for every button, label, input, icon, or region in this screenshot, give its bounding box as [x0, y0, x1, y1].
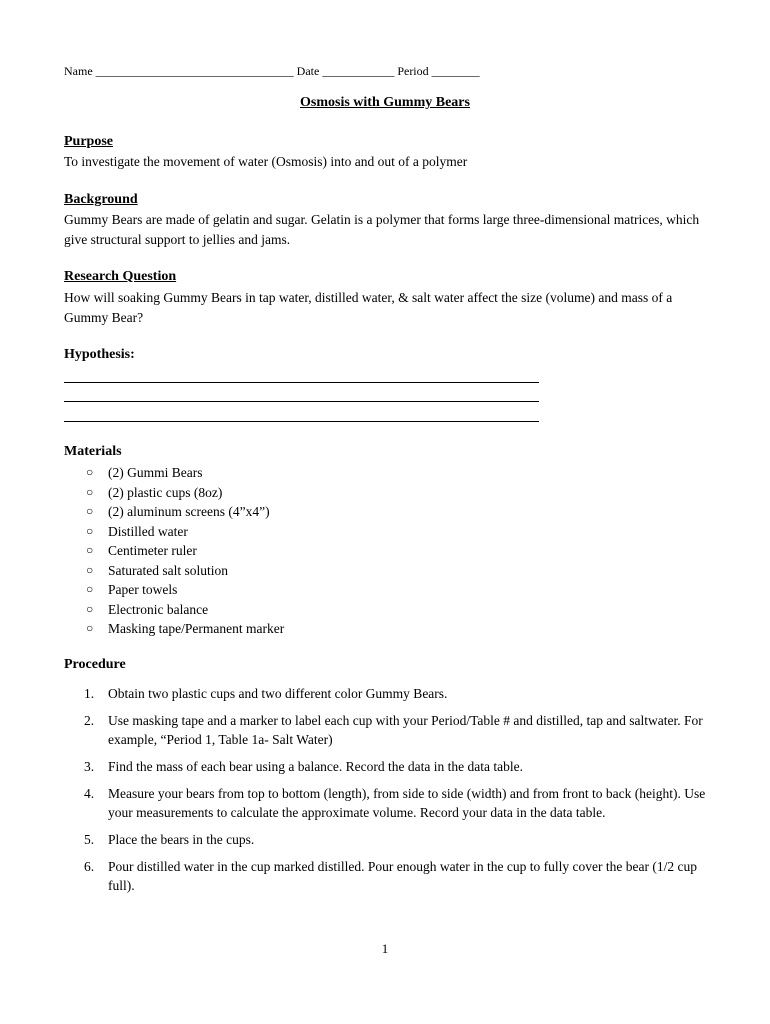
- date-blank: ____________: [322, 64, 395, 78]
- material-label: Paper towels: [108, 582, 178, 597]
- bullet-icon: ○: [86, 601, 94, 616]
- procedure-step: [64, 684, 714, 703]
- material-label: (2) aluminum screens (4”x4”): [108, 504, 270, 519]
- bullet-icon: ○: [86, 523, 94, 538]
- material-label: Centimeter ruler: [108, 543, 197, 558]
- procedure-step: [64, 857, 714, 895]
- background-heading: Background: [64, 192, 138, 207]
- page-number: 1: [381, 941, 389, 956]
- step-number: 6.: [84, 859, 95, 874]
- student-info-line: [64, 64, 480, 79]
- hypothesis-line: [64, 382, 539, 383]
- step-number: 3.: [84, 759, 95, 774]
- step-text: Pour distilled water in the cup marked distilled. Pour enough water in the cup to fully cover the bear (1/2 cup full).: [108, 859, 697, 893]
- period-label: Period: [397, 64, 429, 78]
- date-label: Date: [296, 64, 320, 78]
- background-text: Gummy Bears are made of gelatin and sugar. Gelatin is a polymer that forms large three-dimensional matrices, which give structural support to jellies and jams.: [64, 212, 700, 247]
- material-label: Electronic balance: [108, 601, 209, 617]
- name-label: Name: [64, 64, 93, 78]
- step-number: 4.: [84, 786, 95, 801]
- materials-heading: Materials: [64, 444, 122, 459]
- list-item: [64, 522, 284, 542]
- procedure-step: [64, 784, 714, 822]
- list-item: [64, 580, 284, 600]
- list-item: [64, 600, 284, 620]
- materials-list: [64, 463, 284, 639]
- bullet-icon: ○: [86, 621, 94, 635]
- list-item: [64, 541, 284, 561]
- step-number: 2.: [84, 713, 95, 728]
- material-label: Masking tape/Permanent marker: [108, 621, 285, 636]
- document-title: Osmosis with Gummy Bears: [300, 95, 470, 110]
- hypothesis-line: [64, 421, 539, 422]
- procedure-list: [64, 684, 714, 903]
- bullet-icon: ○: [86, 562, 94, 577]
- list-item: [64, 502, 284, 522]
- period-blank: ________: [431, 64, 480, 78]
- bullet-icon: ○: [86, 484, 94, 499]
- hypothesis-heading: Hypothesis:: [64, 347, 135, 362]
- research-question-heading: Research Question: [64, 269, 177, 284]
- step-text: Use masking tape and a marker to label each cup with your Period/Table # and distilled, tap and saltwater. For example, “Period 1, Table 1a- Salt Water): [108, 713, 703, 747]
- procedure-step: [64, 711, 714, 749]
- hypothesis-line: [64, 401, 539, 402]
- list-item: [64, 463, 284, 483]
- procedure-heading: Procedure: [64, 657, 126, 672]
- list-item: [64, 483, 284, 503]
- list-item: [64, 561, 284, 581]
- bullet-icon: ○: [86, 465, 94, 479]
- procedure-step: [64, 757, 714, 776]
- bullet-icon: ○: [86, 543, 94, 557]
- step-text: Measure your bears from top to bottom (length), from side to side (width) and from front to back (height). Use your measurements to calculate the approximate volume. Record your data in the data table.: [108, 786, 706, 820]
- bullet-icon: ○: [86, 504, 94, 518]
- step-number: 1.: [84, 686, 95, 701]
- name-blank: _________________________________: [95, 64, 294, 78]
- list-item: [64, 619, 284, 639]
- purpose-heading: Purpose: [64, 134, 113, 149]
- material-label: (2) Gummi Bears: [108, 465, 203, 480]
- step-number: 5.: [84, 832, 95, 847]
- bullet-icon: ○: [86, 582, 94, 596]
- step-text: Place the bears in the cups.: [108, 832, 255, 847]
- procedure-step: [64, 830, 714, 849]
- step-text: Find the mass of each bear using a balance. Record the data in the data table.: [108, 759, 523, 774]
- material-label: Saturated salt solution: [108, 562, 228, 578]
- step-text: Obtain two plastic cups and two different color Gummy Bears.: [108, 686, 448, 701]
- research-question-text: How will soaking Gummy Bears in tap water, distilled water, & salt water affect the size (volume) and mass of a Gummy Bear?: [64, 290, 673, 325]
- material-label: Distilled water: [108, 523, 188, 539]
- material-label: (2) plastic cups (8oz): [108, 484, 223, 500]
- purpose-text: To investigate the movement of water (Osmosis) into and out of a polymer: [64, 154, 468, 169]
